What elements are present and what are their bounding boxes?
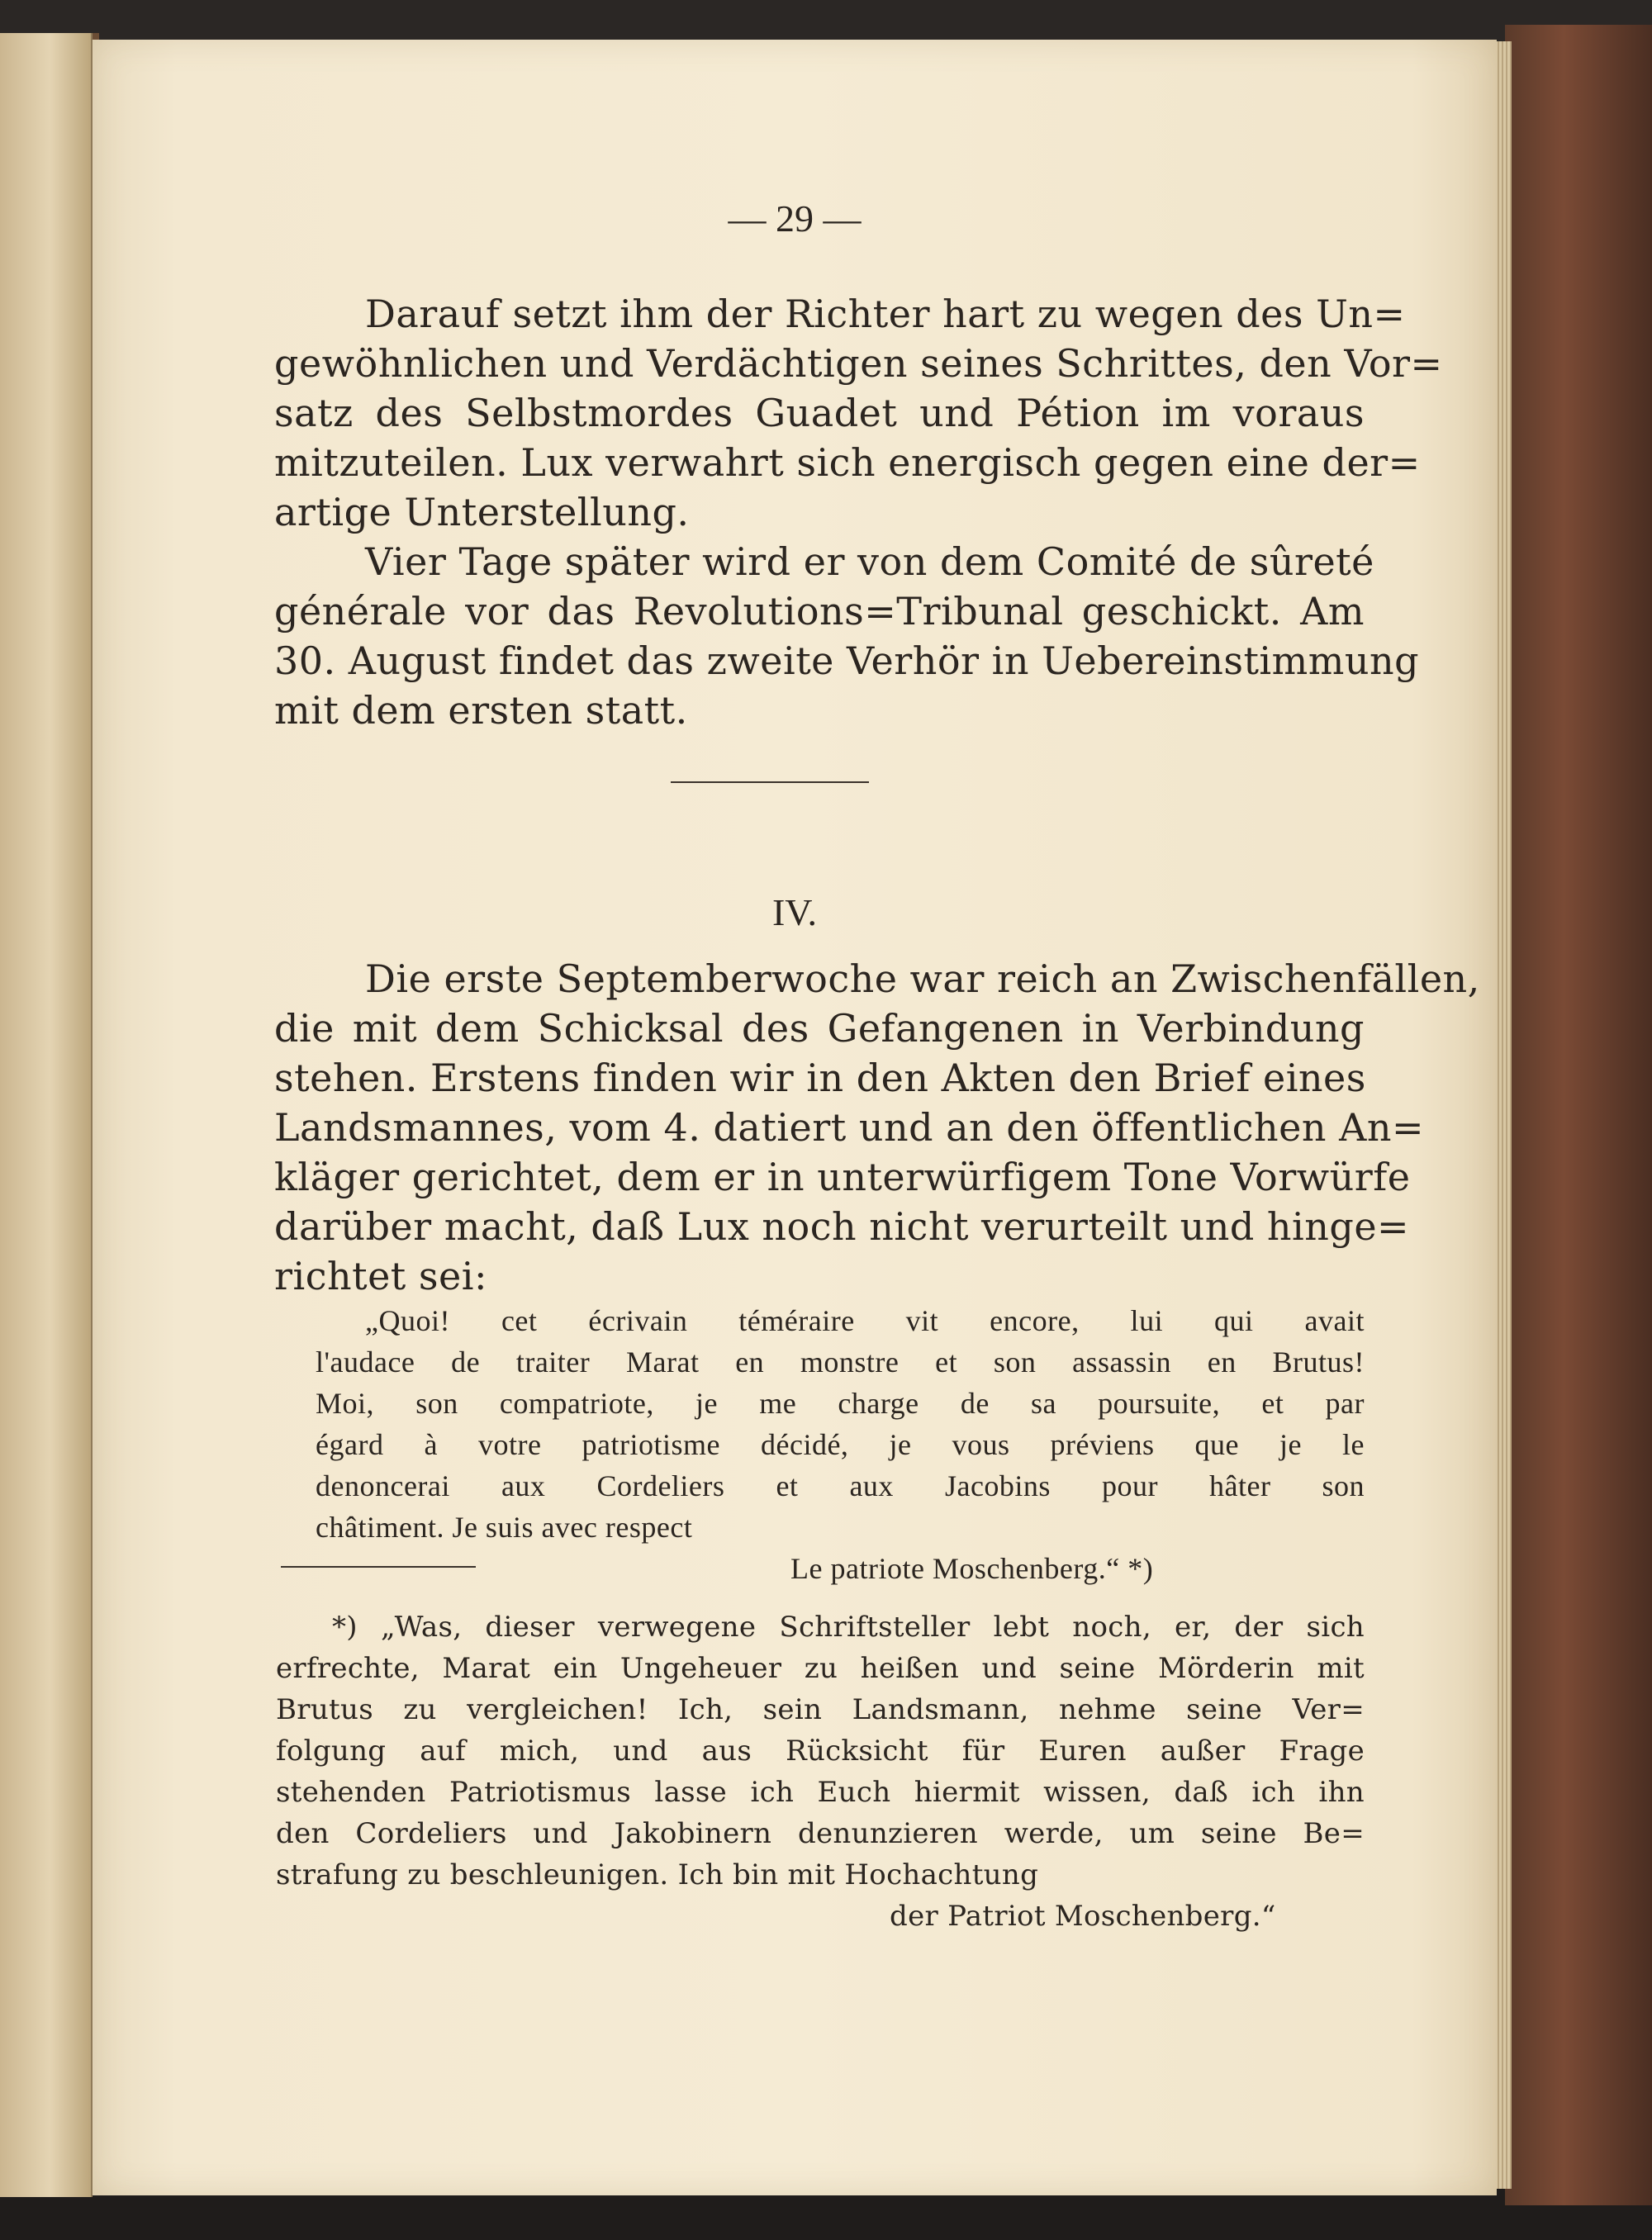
footnote-line: Brutus zu vergleichen! Ich, sein Landsmann, nehme seine Ver=: [276, 1693, 1365, 1726]
letter-quote-line: égard à votre patriotisme décidé, je vous préviens que je le: [316, 1428, 1365, 1461]
section-heading: IV.: [771, 891, 818, 933]
book-cover-edge: [1505, 25, 1652, 2205]
footnote-line: *) „Was, dieser verwegene Schriftsteller lebt noch, er, der sich: [332, 1611, 1365, 1644]
footnote-divider: [281, 1566, 476, 1568]
footnote-line: den Cordeliers und Jakobinern denunzieren werde, um seine Be=: [276, 1817, 1365, 1850]
footnote-line: stehenden Patriotismus lasse ich Euch hiermit wissen, daß ich ihn: [276, 1776, 1365, 1809]
paragraph-3-line: darüber macht, daß Lux noch nicht verurteilt und hinge=: [274, 1204, 1410, 1249]
letter-quote-line: châtiment. Je suis avec respect: [316, 1511, 693, 1544]
paragraph-3-line: kläger gerichtet, dem er in unterwürfigem Tone Vorwürfe: [274, 1155, 1411, 1199]
paragraph-3-line: die mit dem Schicksal des Gefangenen in Verbindung: [274, 1006, 1365, 1051]
letter-quote-line: denoncerai aux Cordeliers et aux Jacobins pour hâter son: [316, 1469, 1365, 1502]
letter-quote-line: l'audace de traiter Marat en monstre et son assassin en Brutus!: [316, 1345, 1365, 1379]
paragraph-3-line: Landsmannes, vom 4. datiert und an den öffentlichen An=: [274, 1105, 1425, 1150]
letter-signature: Le patriote Moschenberg.“ *): [790, 1552, 1154, 1585]
footnote-line: folgung auf mich, und aus Rücksicht für Euren außer Frage: [276, 1735, 1365, 1768]
section-divider: [671, 781, 869, 783]
paragraph-2-line: générale vor das Revolutions=Tribunal geschickt. Am: [274, 589, 1365, 634]
paragraph-1-line: artige Unterstellung.: [274, 490, 690, 534]
page-number: — 29 —: [728, 197, 862, 240]
paragraph-1-line: satz des Selbstmordes Guadet und Pétion im voraus: [274, 391, 1365, 435]
paragraph-1-line: mitzuteilen. Lux verwahrt sich energisch gegen eine der=: [274, 440, 1421, 485]
paragraph-2-line: mit dem ersten statt.: [274, 688, 688, 733]
paragraph-1-line: Darauf setzt ihm der Richter hart zu wegen des Un=: [365, 292, 1406, 336]
paragraph-1-line: gewöhnlichen und Verdächtigen seines Schrittes, den Vor=: [274, 341, 1443, 386]
footnote-signature: der Patriot Moschenberg.“: [890, 1900, 1276, 1933]
paragraph-2-line: 30. August findet das zweite Verhör in Uebereinstimmung: [274, 638, 1420, 683]
paragraph-3-line: Die erste Septemberwoche war reich an Zwischenfällen,: [365, 956, 1480, 1001]
letter-quote-line: „Quoi! cet écrivain téméraire vit encore, lui qui avait: [365, 1304, 1365, 1337]
letter-quote-line: Moi, son compatriote, je me charge de sa poursuite, et par: [316, 1387, 1365, 1420]
book-page: [93, 40, 1497, 2195]
footnote-line: erfrechte, Marat ein Ungeheuer zu heißen und seine Mörderin mit: [276, 1652, 1365, 1685]
paragraph-2-line: Vier Tage später wird er von dem Comité de sûreté: [365, 539, 1374, 584]
paragraph-3-line: stehen. Erstens finden wir in den Akten den Brief eines: [274, 1056, 1366, 1100]
left-page-edge: [0, 33, 93, 2197]
footnote-line: strafung zu beschleunigen. Ich bin mit Hochachtung: [276, 1858, 1039, 1891]
paragraph-3-line: richtet sei:: [274, 1254, 487, 1298]
